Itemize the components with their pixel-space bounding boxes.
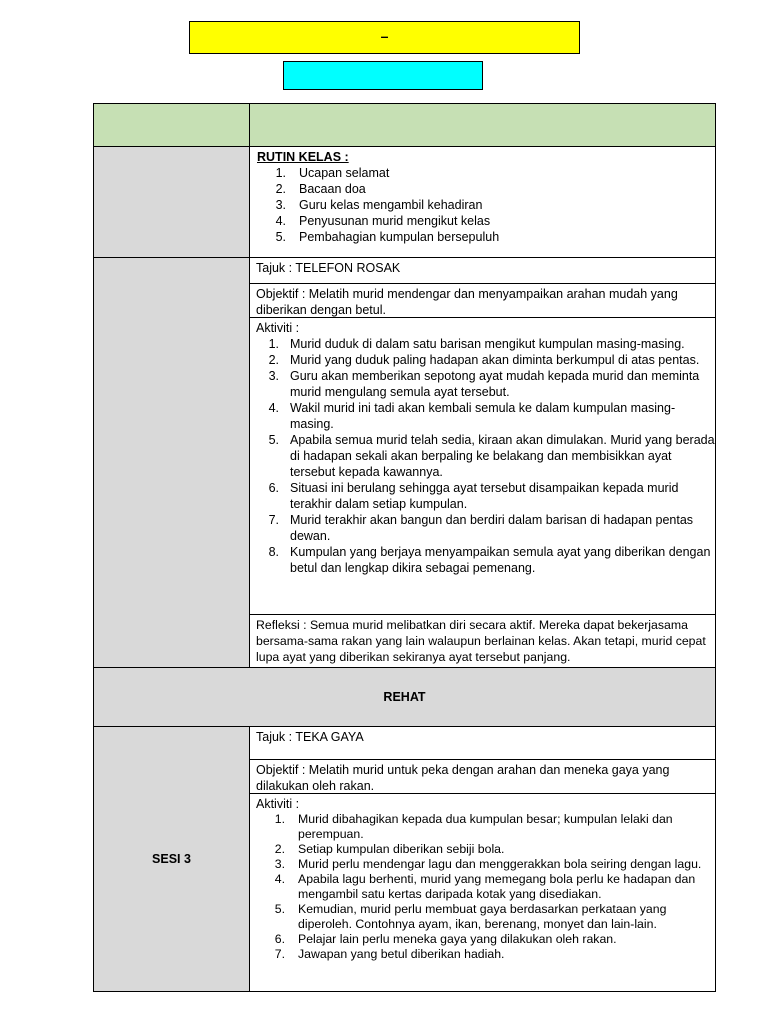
list-number: 2. (274, 842, 285, 856)
session3-objektif: Objektif : Melatih murid untuk peka dengan arahan dan meneka gaya yang dilakukan oleh rakan. (256, 763, 670, 793)
list-item-text: Wakil murid ini tadi akan kembali semula ke dalam kumpulan masing-masing. (290, 401, 676, 431)
session2-refleksi: Refleksi : Semua murid melibatkan diri secara aktif. Mereka dapat bekerjasama bersama-sama rakan yang lain walaupun berlainan kelas. Akan tetapi, murid cepat lupa ayat yang diberikan sekiranya ayat tersebut panjang. (256, 618, 706, 664)
list-item (256, 368, 715, 400)
rutin-list (257, 165, 715, 245)
list-item-text: Murid perlu mendengar lagu dan menggerakkan bola seiring dengan lagu. (298, 857, 702, 871)
list-number: 3. (275, 198, 286, 212)
session3-aktiviti-heading: Aktiviti : (256, 797, 300, 811)
list-item (256, 432, 715, 480)
list-number: 3. (268, 369, 279, 383)
list-number: 5. (274, 902, 285, 916)
list-item (257, 229, 715, 245)
list-item-text: Pelajar lain perlu meneka gaya yang dilakukan oleh rakan. (298, 932, 617, 946)
header-left-cell (93, 103, 250, 147)
list-item-text: Situasi ini berulang sehingga ayat tersebut disampaikan kepada murid terakhir dalam setiap kumpulan. (290, 481, 679, 511)
list-item (257, 197, 715, 213)
rutin-cell (249, 146, 716, 258)
subtitle-banner (283, 61, 483, 90)
rehat-row (93, 667, 716, 727)
session3-aktiviti-list (256, 812, 715, 962)
list-number: 4. (275, 214, 286, 228)
session2-tajuk: Tajuk : TELEFON ROSAK (256, 261, 401, 275)
list-item-text: Kemudian, murid perlu membuat gaya berdasarkan perkataan yang diperoleh. Contohnya ayam, ikan, berenang, monyet dan lain-lain. (298, 902, 667, 931)
list-item (256, 336, 715, 352)
list-item-text: Ucapan selamat (299, 166, 390, 180)
title-dash: – (380, 28, 389, 44)
session2-objektif-cell (249, 283, 716, 318)
title-banner (189, 21, 580, 54)
list-number: 4. (268, 401, 279, 415)
session3-tajuk: Tajuk : TEKA GAYA (256, 730, 364, 744)
rehat-label: REHAT (383, 690, 426, 704)
list-item-text: Apabila lagu berhenti, murid yang memegang bola perlu ke hadapan dan mengambil satu kertas daripada kotak yang disediakan. (298, 872, 696, 901)
list-item (256, 932, 715, 947)
list-number: 7. (268, 513, 279, 527)
list-item (257, 213, 715, 229)
list-item-text: Penyusunan murid mengikut kelas (299, 214, 491, 228)
list-item (256, 812, 715, 842)
list-item-text: Murid dibahagikan kepada dua kumpulan besar; kumpulan lelaki dan perempuan. (298, 812, 673, 841)
list-number: 3. (274, 857, 285, 871)
session2-aktiviti-heading: Aktiviti : (256, 321, 300, 335)
list-item-text: Murid terakhir akan bangun dan berdiri dalam barisan di hadapan pentas dewan. (290, 513, 694, 543)
list-item-text: Murid duduk di dalam satu barisan mengikut kumpulan masing-masing. (290, 337, 685, 351)
session3-aktiviti-cell (249, 793, 716, 992)
list-item (256, 842, 715, 857)
session2-refleksi-cell (249, 614, 716, 668)
session2-objektif: Objektif : Melatih murid mendengar dan menyampaikan arahan mudah yang diberikan dengan betul. (256, 287, 678, 317)
list-number: 2. (275, 182, 286, 196)
list-number: 2. (268, 353, 279, 367)
session2-left-cell (93, 257, 250, 668)
list-item (257, 165, 715, 181)
session3-tajuk-cell (249, 726, 716, 760)
list-item (256, 872, 715, 902)
list-item-text: Jawapan yang betul diberikan hadiah. (298, 947, 505, 961)
list-item-text: Apabila semua murid telah sedia, kiraan akan dimulakan. Murid yang berada di hadapan sekali akan berpaling ke belakang dan membisikkan ayat tersebut kepada kawannya. (290, 433, 715, 479)
session3-left-cell (93, 726, 250, 992)
list-number: 8. (268, 545, 279, 559)
list-item (256, 544, 715, 576)
session2-aktiviti-cell (249, 317, 716, 615)
list-item (256, 947, 715, 962)
list-item (256, 857, 715, 872)
list-number: 1. (274, 812, 285, 826)
session3-objektif-cell (249, 759, 716, 794)
list-number: 1. (268, 337, 279, 351)
list-number: 7. (274, 947, 285, 961)
list-number: 1. (275, 166, 286, 180)
list-item-text: Pembahagian kumpulan bersepuluh (299, 230, 500, 244)
list-item (257, 181, 715, 197)
list-item-text: Guru kelas mengambil kehadiran (299, 198, 483, 212)
list-item (256, 400, 715, 432)
list-number: 6. (274, 932, 285, 946)
session2-tajuk-cell (249, 257, 716, 284)
list-item (256, 512, 715, 544)
list-item-text: Bacaan doa (299, 182, 366, 196)
list-number: 6. (268, 481, 279, 495)
list-item-text: Guru akan memberikan sepotong ayat mudah kepada murid dan meminta murid mengulang semula ayat tersebut. (290, 369, 700, 399)
list-number: 4. (274, 872, 285, 886)
list-item (256, 352, 715, 368)
list-item-text: Murid yang duduk paling hadapan akan diminta berkumpul di atas pentas. (290, 353, 700, 367)
list-number: 5. (268, 433, 279, 447)
list-number: 5. (275, 230, 286, 244)
session3-label: SESI 3 (152, 852, 191, 866)
header-right-cell (249, 103, 716, 147)
list-item (256, 480, 715, 512)
rutin-heading: RUTIN KELAS : (257, 150, 349, 164)
list-item-text: Setiap kumpulan diberikan sebiji bola. (298, 842, 505, 856)
list-item-text: Kumpulan yang berjaya menyampaikan semula ayat yang diberikan dengan betul dan lengkap dikira sebagai pemenang. (290, 545, 711, 575)
session2-aktiviti-list (256, 336, 715, 576)
rutin-left-cell (93, 146, 250, 258)
list-item (256, 902, 715, 932)
